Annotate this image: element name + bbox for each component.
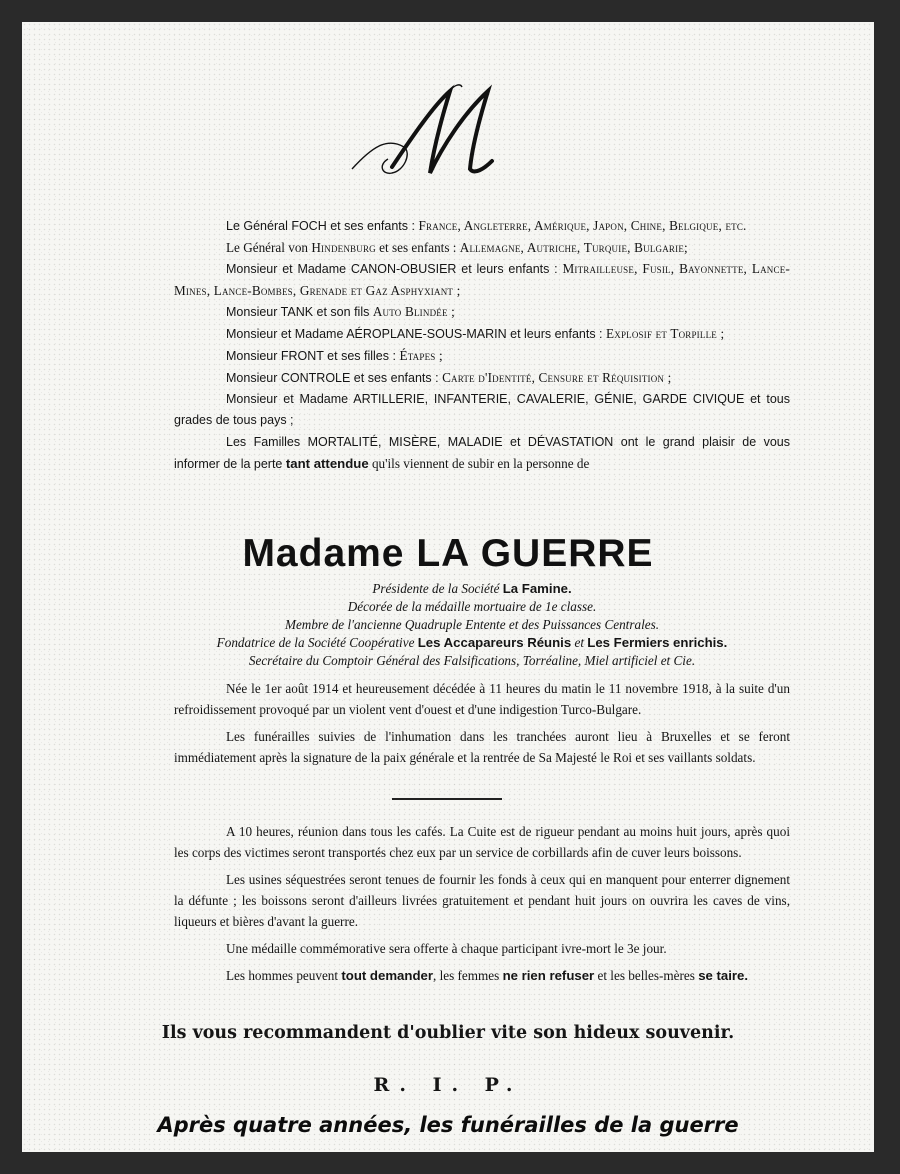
announcement-intro [174, 215, 790, 475]
closing-line: Ils vous recommandent d'oublier vite son hideux souvenir. [161, 1023, 735, 1043]
death-details [174, 678, 790, 768]
intro-p7: Monsieur CONTROLE et ses enfants : Carte d'Identité, Censure et Réquisition ; [226, 370, 672, 385]
deceased-titles [122, 580, 822, 670]
calligraphic-monogram [342, 77, 512, 187]
body-p1: Née le 1er août 1914 et heureusement décédée à 11 heures du matin le 11 novembre 1918, à la suite d'un refroidissement provoqué par un violent vent d'ouest et d'une indigestion Turco-Bulgare. [174, 681, 790, 717]
role-line-1: Présidente de la Société La Famine. [372, 581, 572, 596]
role-line-5: Secrétaire du Comptoir Général des Falsifications, Torréaline, Miel artificiel et Cie. [248, 653, 696, 668]
intro-p6: Monsieur FRONT et ses filles : Étapes ; [226, 348, 443, 363]
role-line-4: Fondatrice de la Société Coopérative Les Accapareurs Réunis et Les Fermiers enrichis. [216, 635, 728, 650]
intro-p4: Monsieur TANK et son fils Auto Blindée ; [226, 304, 456, 319]
obituary-sheet [22, 22, 874, 1152]
image-caption: Après quatre années, les funérailles de la guerre [157, 1113, 739, 1137]
intro-p5: Monsieur et Madame AÉROPLANE-SOUS-MARIN et leurs enfants : Explosif et Torpille ; [226, 326, 725, 341]
body-p4: Les usines séquestrées seront tenues de fournir les fonds à ceux qui en manquent pour enterrer dignement la défunte ; les boissons seront d'ailleurs livrées gratuitement et pendant huit jours on ouvrira les caves de vins, liqueurs et bières d'avant la guerre. [174, 872, 790, 929]
intro-p3: Monsieur et Madame CANON-OBUSIER et leurs enfants : Mitrailleuse, Fusil, Bayonnette, Lance-Mines, Lance-Bombes, Grenade et Gaz Asphyxiant ; [174, 261, 790, 298]
deceased-name: Madame LA GUERRE [242, 532, 654, 575]
body-p3: A 10 heures, réunion dans tous les cafés. La Cuite est de rigueur pendant au moins huit jours, après quoi les corps des victimes seront transportés chez eux par un service de corbillards afin de cuver leurs boissons. [174, 824, 790, 860]
rip-line: R. I. P. [373, 1074, 523, 1096]
section-divider [392, 798, 502, 800]
intro-p9: Les Familles MORTALITÉ, MISÈRE, MALADIE et DÉVASTATION ont le grand plaisir de vous informer de la perte tant attendue qu'ils viennent de subir en la personne de [174, 435, 790, 471]
role-line-3: Membre de l'ancienne Quadruple Entente et des Puissances Centrales. [284, 617, 660, 632]
intro-p8: Monsieur et Madame ARTILLERIE, INFANTERIE, CAVALERIE, GÉNIE, GARDE CIVIQUE et tous grades de tous pays ; [174, 392, 790, 427]
role-line-2: Décorée de la médaille mortuaire de 1e classe. [347, 599, 597, 614]
body-p2: Les funérailles suivies de l'inhumation dans les tranchées auront lieu à Bruxelles et se feront immédiatement après la signature de la paix générale et la rentrée de Sa Majesté le Roi et ses vaillants soldats. [174, 729, 790, 765]
intro-p1: Le Général FOCH et ses enfants : France, Angleterre, Amérique, Japon, Chine, Belgique, etc. [226, 218, 747, 233]
intro-p2: Le Général von Hindenburg et ses enfants : Allemagne, Autriche, Turquie, Bulgarie; [226, 240, 688, 255]
body-p5: Une médaille commémorative sera offerte à chaque participant ivre-mort le 3e jour. [226, 941, 667, 956]
body-p6: Les hommes peuvent tout demander, les femmes ne rien refuser et les belles-mères se taire. [226, 968, 749, 983]
funeral-program [174, 821, 790, 986]
